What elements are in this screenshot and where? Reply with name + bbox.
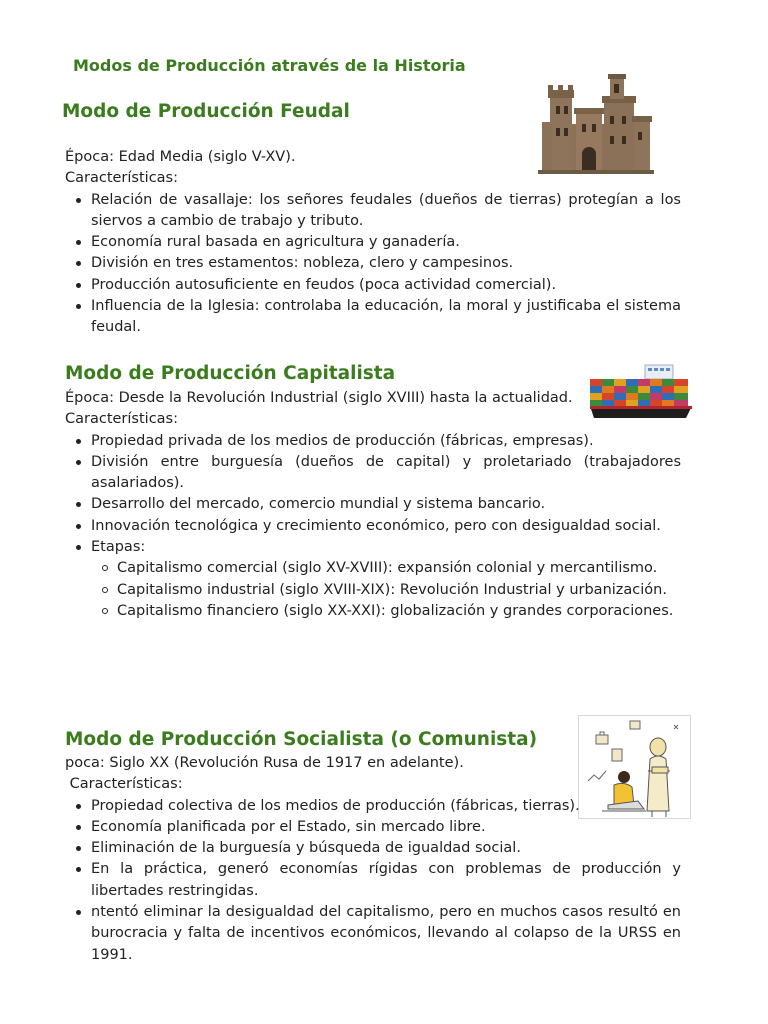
list-item: Relación de vasallaje: los señores feudales (dueños de tierras) protegían a los siervos a cambio de trabajo y tributo. [91, 190, 681, 233]
list-item: Innovación tecnológica y crecimiento económico, pero con desigualdad social. [91, 516, 681, 537]
etapa-item: Capitalismo comercial (siglo XV-XVIII): expansión colonial y mercantilismo. [117, 558, 681, 579]
capitalista-list [65, 431, 681, 623]
heading-feudal: Modo de Producción Feudal [62, 101, 350, 122]
list-item: Economía planificada por el Estado, sin mercado libre. [91, 817, 681, 838]
etapa-item: Capitalismo financiero (siglo XX-XXI): globalización y grandes corporaciones. [117, 601, 681, 622]
list-item: Propiedad privada de los medios de producción (fábricas, empresas). [91, 431, 681, 452]
etapas-label: Etapas: [91, 539, 146, 556]
list-item-etapas [91, 537, 681, 622]
socialista-caracteristicas-label: Características: [65, 776, 183, 793]
list-item: Producción autosuficiente en feudos (poca actividad comercial). [91, 275, 681, 296]
capitalista-caracteristicas-label: Características: [65, 411, 178, 428]
capitalista-epoca: Época: Desde la Revolución Industrial (siglo XVIII) hasta la actualidad. [65, 390, 573, 406]
etapa-item: Capitalismo industrial (siglo XVIII-XIX): Revolución Industrial y urbanización. [117, 580, 681, 601]
document-title: Modos de Producción através de la Historia [73, 56, 466, 75]
socialista-body [65, 753, 681, 966]
list-item: División en tres estamentos: nobleza, clero y campesinos. [91, 253, 681, 274]
list-item: Influencia de la Iglesia: controlaba la educación, la moral y justificaba el sistema feudal. [91, 296, 681, 339]
feudal-epoca: Época: Edad Media (siglo V-XV). [65, 149, 296, 165]
list-item: ntentó eliminar la desigualdad del capitalismo, pero en muchos casos resultó en burocracia y falta de incentivos económicos, llevando al colapso de la URSS en 1991. [91, 902, 681, 966]
list-item: Economía rural basada en agricultura y ganadería. [91, 232, 681, 253]
socialista-list [65, 796, 681, 966]
heading-capitalista: Modo de Producción Capitalista [65, 363, 396, 384]
list-item: División entre burguesía (dueños de capital) y proletariado (trabajadores asalariados). [91, 452, 681, 495]
etapas-list [91, 558, 681, 622]
feudal-list [65, 190, 681, 339]
socialista-epoca: poca: Siglo XX (Revolución Rusa de 1917 en adelante). [65, 755, 464, 771]
heading-socialista: Modo de Producción Socialista (o Comunista) [65, 729, 538, 750]
feudal-caracteristicas-label: Características: [65, 170, 178, 187]
capitalista-body [65, 388, 681, 622]
list-item: En la práctica, generó economías rígidas con problemas de producción y libertades restringidas. [91, 859, 681, 902]
feudal-body [65, 147, 681, 339]
list-item: Propiedad colectiva de los medios de producción (fábricas, tierras). [91, 796, 681, 817]
list-item: Eliminación de la burguesía y búsqueda de igualdad social. [91, 838, 681, 859]
list-item: Desarrollo del mercado, comercio mundial y sistema bancario. [91, 494, 681, 515]
